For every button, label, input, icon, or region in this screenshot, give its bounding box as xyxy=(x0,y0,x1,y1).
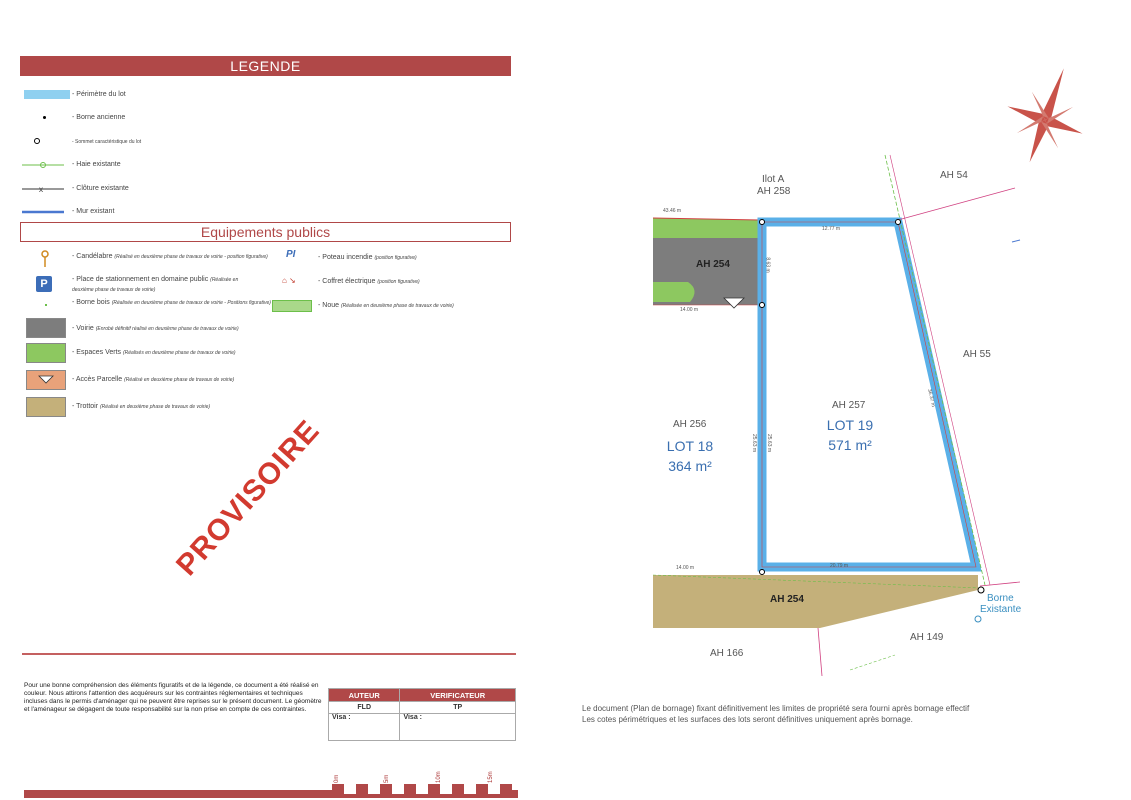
auteur-value: FLD xyxy=(329,702,400,714)
dim-lot18-right: 25.63 m xyxy=(751,433,758,453)
dim-bottom: 20.79 m xyxy=(830,563,849,569)
verificateur-header: VERIFICATEUR xyxy=(400,689,516,702)
verificateur-visa: Visa : xyxy=(400,714,516,741)
trottoir-label: - Trottoir (Réalisé en deuxième phase de travaux de voirie) xyxy=(72,403,211,410)
label-ah256: AH 256 xyxy=(673,419,707,430)
coffret-icon: ⌂ ↘ xyxy=(282,276,296,285)
footer-note-line-1: Le document (Plan de bornage) fixant définitivement les limites de propriété sera fourni après bornage effectif xyxy=(582,704,970,713)
dim-top: 12.77 m xyxy=(822,226,841,232)
provisoire-stamp: PROVISOIRE xyxy=(170,413,327,583)
compass-rose-icon xyxy=(992,55,1101,176)
poteau-incendie-icon: PI xyxy=(286,249,296,260)
legend-item-perimetre: - Périmètre du lot xyxy=(20,89,260,103)
label-lot18-area: 364 m² xyxy=(668,458,712,474)
legend-item-mur: - Mur existant xyxy=(20,206,260,220)
auteur-visa: Visa : xyxy=(329,714,400,741)
dim-right: 36.37 m xyxy=(926,388,936,408)
auteur-header: AUTEUR xyxy=(329,689,400,702)
voirie-label: - Voirie (Enrobé définitif réalisé en deuxième phase de travaux de voirie) xyxy=(72,325,239,332)
dim-left-top: 14.00 m xyxy=(680,307,699,313)
dim-small: 8.63 m xyxy=(764,257,771,273)
legend-title: LEGENDE xyxy=(20,56,511,76)
label-ah55: AH 55 xyxy=(963,349,991,360)
verificateur-value: TP xyxy=(400,702,516,714)
equip-coffret: - Coffret électrique (position figurative) xyxy=(318,278,420,285)
label-ah54: AH 54 xyxy=(940,170,968,181)
label-ah254-bottom: AH 254 xyxy=(770,594,804,605)
label-borne: Borne xyxy=(987,593,1014,604)
disclaimer-note: Pour une bonne compréhension des éléments figuratifs et de la légende, ce document a été réalisé en couleur. Nous attirons l'attention des acquéreurs sur les contraintes réglementaires et techniques incluses dans le permis d'aménager qui ne peuvent être reprises sur le présent document. Le géomètre et l'aménageur se dégagent de toute responsabilité sur la non prise en compte de ces contraintes. xyxy=(24,682,322,713)
label-lot19: LOT 19 xyxy=(826,417,874,433)
footer-note-line-2: Les cotes périmétriques et les surfaces des lots seront définitives uniquement après bornage. xyxy=(582,715,913,724)
equip-poteau: - Poteau incendie (position figurative) xyxy=(318,254,417,261)
scale-label-0: 0m xyxy=(334,774,340,783)
equip-noue: - Noue (Réalisée en deuxième phase de travaux de voirie) xyxy=(318,302,454,309)
acces-parcelle-label: - Accès Parcelle (Réalisé en deuxième phase de travaux de voirie) xyxy=(72,376,235,383)
label-ilot: Ilot A xyxy=(762,174,785,185)
label-ah149: AH 149 xyxy=(910,632,944,643)
parking-icon: P xyxy=(36,276,52,292)
ah254-bottom-trottoir xyxy=(653,575,978,628)
lot19-perimeter xyxy=(762,222,976,567)
dim-lot19-left: 25.63 m xyxy=(766,433,773,453)
svg-text:x: x xyxy=(39,185,43,194)
label-ah258: AH 258 xyxy=(757,186,791,197)
equip-candelabre: - Candélabre (Réalisé en deuxième phase de travaux de voirie - position figurative) xyxy=(72,253,268,260)
label-ah254-top: AH 254 xyxy=(696,259,730,270)
legend-item-sommet: - Sommet caractéristique du lot xyxy=(20,136,260,150)
footer-note xyxy=(582,703,969,725)
label-existante: Existante xyxy=(980,604,1022,615)
legend-item-cloture: x - Clôture existante xyxy=(20,183,260,197)
ah254-top-green-2 xyxy=(653,282,695,302)
label-lot18: LOT 18 xyxy=(666,438,714,454)
label-ah257: AH 257 xyxy=(832,400,866,411)
espaces-verts-label: - Espaces Verts (Réalisés en deuxième phase de travaux de voirie) xyxy=(72,349,236,356)
dim-bottom-left: 14.00 m xyxy=(676,565,695,571)
legend-item-borne: - Borne ancienne xyxy=(20,112,260,126)
scale-label-5: 5m xyxy=(384,774,390,783)
scale-label-15: 15m xyxy=(488,771,494,783)
equip-borne-bois: - Borne bois (Réalisée en deuxième phase de travaux de voirie - Positions figurative) xyxy=(72,299,271,306)
label-ah166: AH 166 xyxy=(710,648,744,659)
equipements-title: Equipements publics xyxy=(20,222,511,242)
equip-stationnement: - Place de stationnement en domaine public (Réalisée en deuxième phase de travaux de voirie) xyxy=(72,276,239,293)
label-lot19-area: 571 m² xyxy=(828,437,872,453)
ah254-top-green xyxy=(653,218,760,238)
legend-item-haie: - Haie existante xyxy=(20,159,260,173)
dim-top-left: 43.46 m xyxy=(663,208,682,214)
scale-label-10: 10m xyxy=(436,771,442,783)
